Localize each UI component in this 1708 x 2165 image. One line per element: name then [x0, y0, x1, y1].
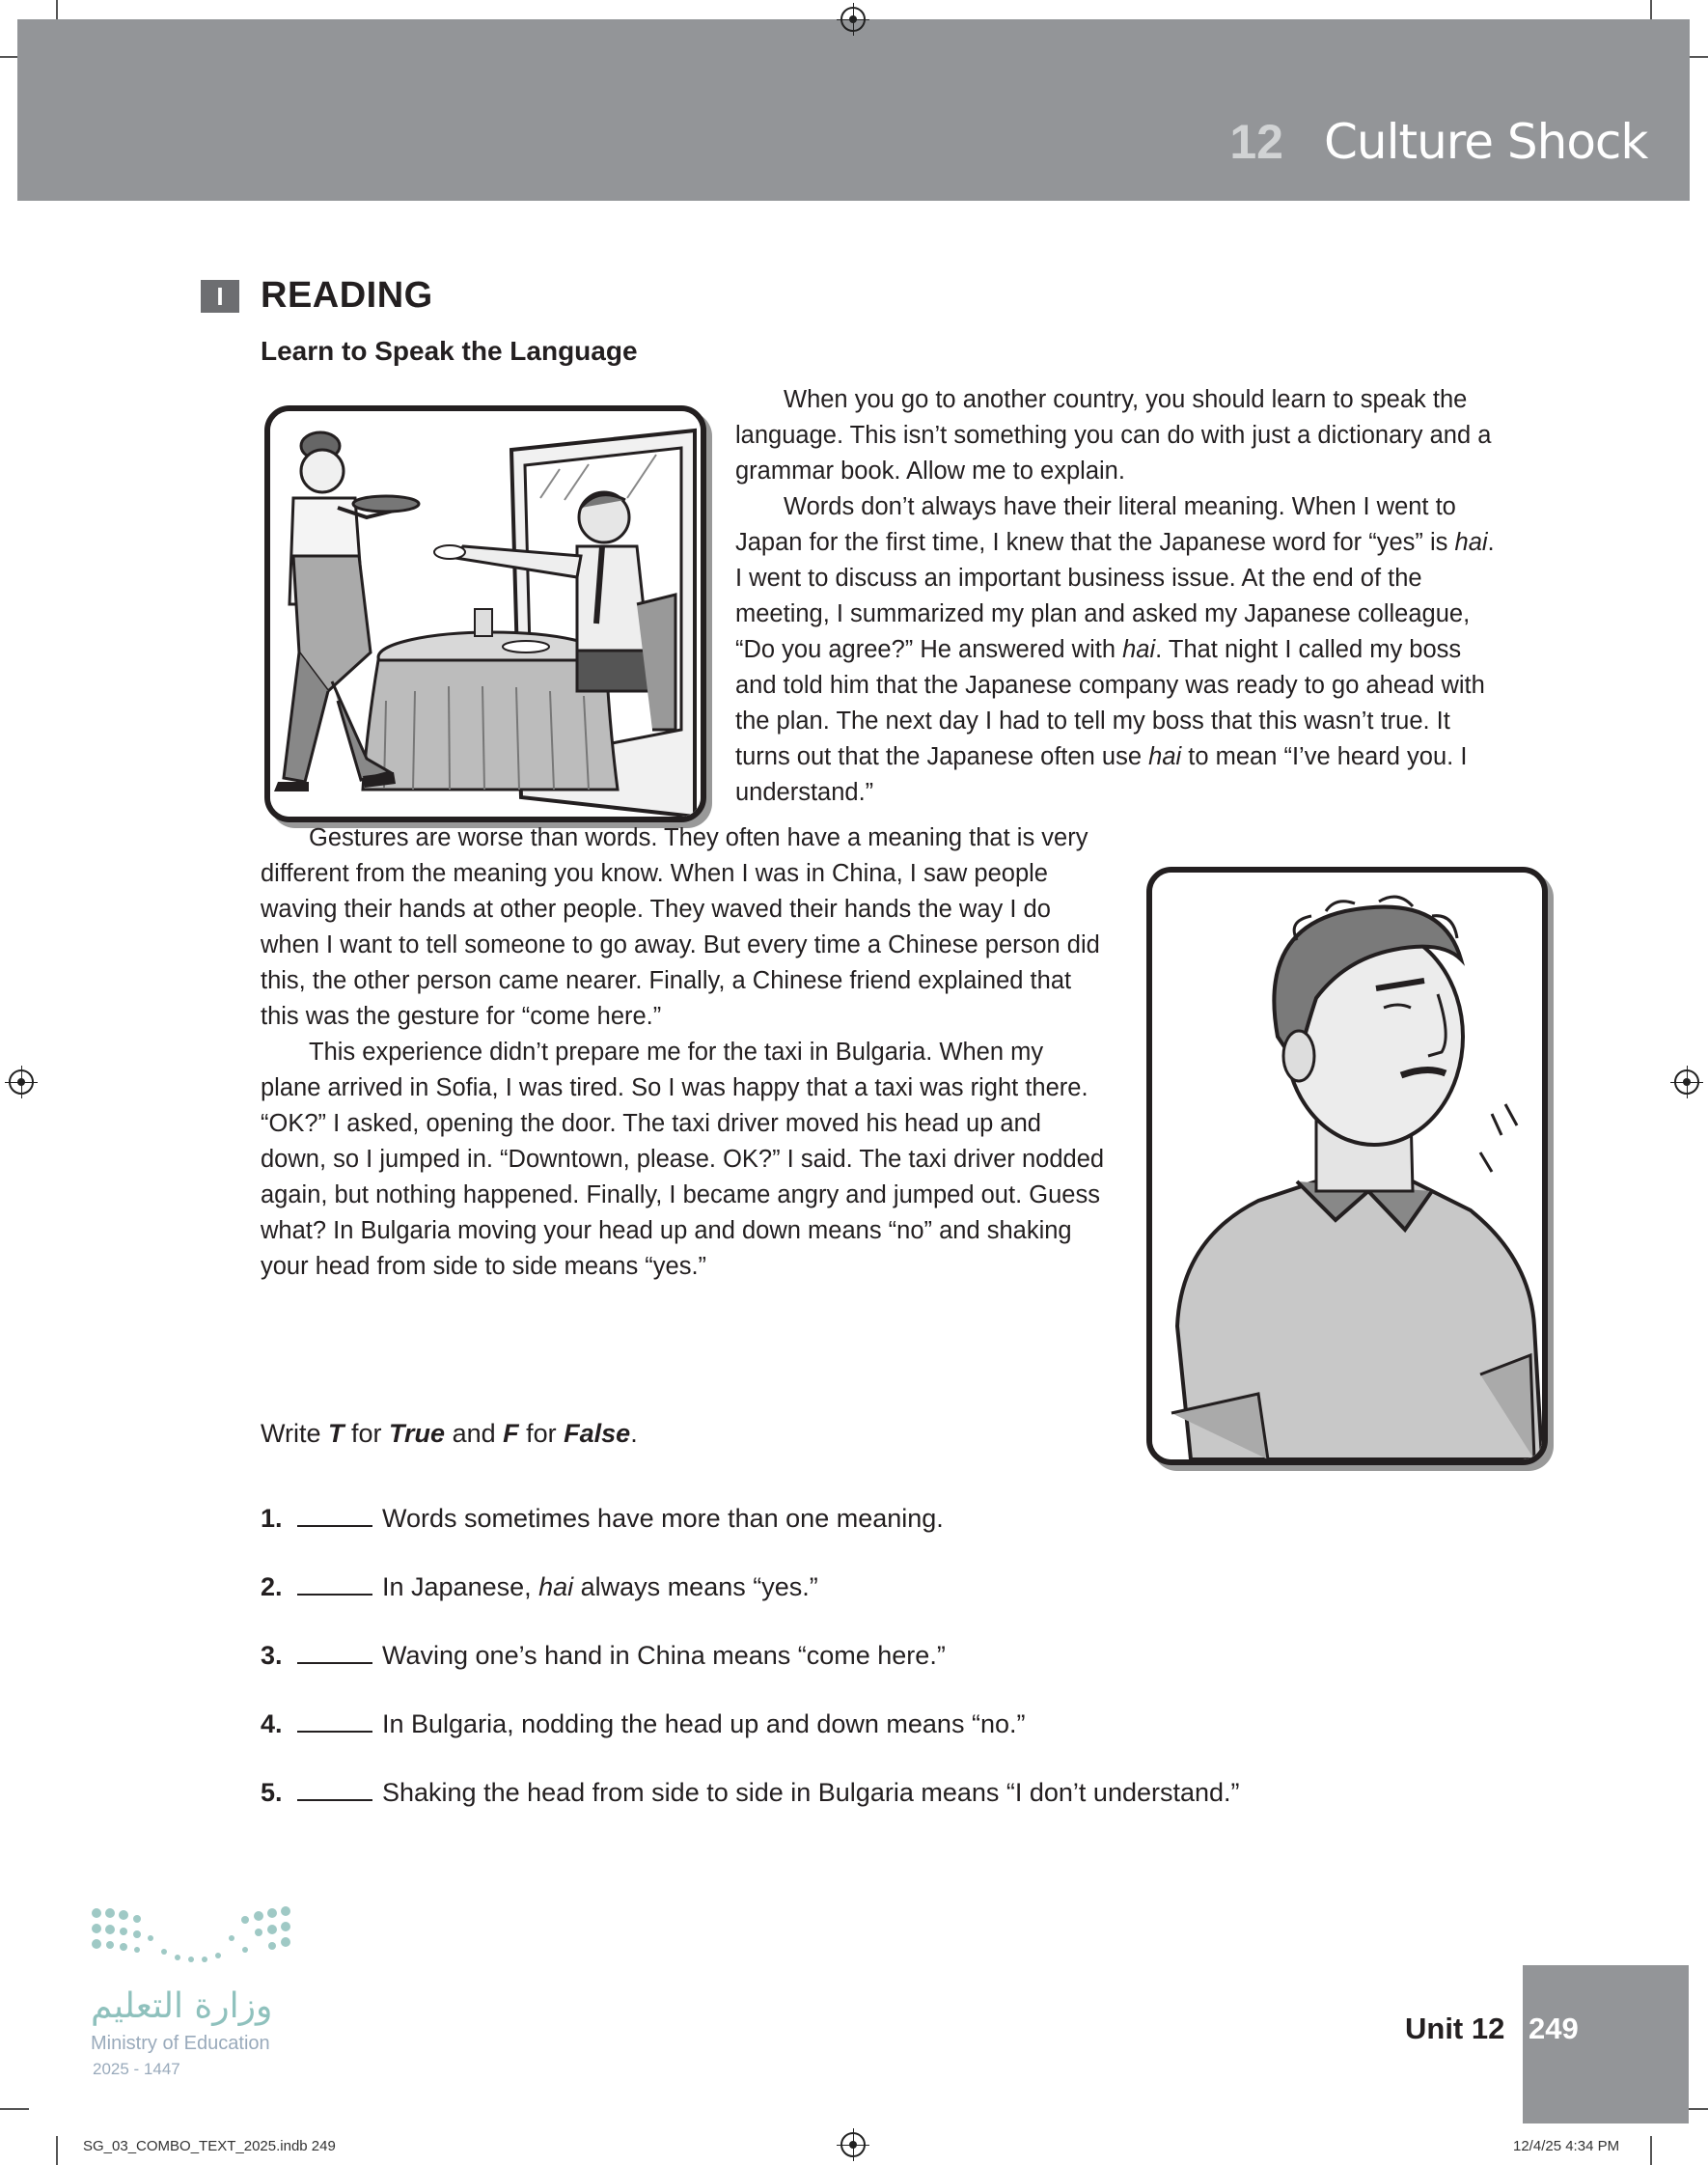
ministry-year: 2025 - 1447	[93, 2060, 180, 2078]
article-paragraph: This experience didn’t prepare me for the taxi in Bulgaria. When my plane arrived in Sofia, I was tired. So I was happy that a taxi was right there. “OK?” I asked, opening the door. The taxi driver moved his head up and down, so I jumped in. “Downtown, please. OK?” I said. The taxi driver nodded again, but nothing happened. Finally, I became angry and jumped out. Guess what? In Bulgaria moving your head up and down means “no” and shaking your head from side to side means “yes.”	[261, 1039, 1105, 1280]
answer-blank[interactable]	[297, 1525, 372, 1527]
answer-blank[interactable]	[297, 1662, 372, 1664]
unit-label: Unit 12	[1405, 2012, 1505, 2045]
question-item: 5. Shaking the head from side to side in Bulgaria means “I don’t understand.”	[261, 1778, 1240, 1807]
answer-blank[interactable]	[297, 1731, 372, 1733]
restaurant-illustration	[264, 405, 706, 822]
registration-mark-icon	[840, 7, 866, 32]
registration-mark-icon	[1674, 1069, 1699, 1095]
ministry-logo-dots-icon	[91, 1903, 291, 1977]
ministry-arabic-name: وزارة التعليم	[91, 1986, 273, 2026]
crop-mark	[56, 2136, 58, 2165]
chapter-title: Culture Shock	[1324, 114, 1648, 170]
reading-title: Learn to Speak the Language	[261, 336, 638, 366]
question-item: 1. Words sometimes have more than one meaning.	[261, 1504, 944, 1533]
exercise-instructions: Write T for True and F for False.	[261, 1419, 638, 1448]
chapter-number: 12	[1229, 115, 1283, 169]
section-number-box: I	[201, 280, 239, 313]
page-number: 249	[1529, 2012, 1579, 2045]
answer-blank[interactable]	[297, 1799, 372, 1801]
question-item: 3. Waving one’s hand in China means “come here.”	[261, 1641, 946, 1670]
crop-mark	[0, 2108, 29, 2110]
article-paragraph: Words don’t always have their literal meaning. When I went to Japan for the first time, I knew that the Japanese word for “yes” is hai. I went to discuss an important business issue. At the end of the meeting, I summarized my plan and asked my Japanese colleague, “Do you agree?” He answered with hai. That night I called my boss and told him that the Japanese company was ready to go ahead with the plan. The next day I had to tell my boss that this wasn’t true. It turns out that the Japanese often use hai to mean “I’ve heard you. I understand.”	[735, 493, 1495, 806]
article-paragraph: When you go to another country, you should learn to speak the language. This isn’t something you can do with just a dictionary and a grammar book. Allow me to explain.	[735, 386, 1492, 485]
print-slug-timestamp: 12/4/25 4:34 PM	[1513, 2138, 1620, 2154]
answer-blank[interactable]	[297, 1594, 372, 1596]
ministry-english-name: Ministry of Education	[91, 2033, 270, 2054]
crop-mark	[1650, 2136, 1652, 2165]
registration-mark-icon	[9, 1069, 34, 1095]
article-paragraph: Gestures are worse than words. They often have a meaning that is very different from the meaning you know. When I was in China, I saw people waving their hands at other people. They waved their hands the way I do when I want to tell someone to go away. But every time a Chinese person did this, the other person came nearer. Finally, a Chinese friend explained that this was the gesture for “come here.”	[261, 824, 1100, 1030]
article-paragraphs-top	[735, 382, 1496, 811]
question-item: 4. In Bulgaria, nodding the head up and down means “no.”	[261, 1709, 1026, 1738]
waiter-and-diner-drawing	[270, 411, 701, 817]
man-nodding-drawing	[1152, 873, 1542, 1459]
print-slug-filename: SG_03_COMBO_TEXT_2025.indb 249	[83, 2138, 336, 2154]
section-heading: READING	[261, 275, 433, 316]
question-item: 2. In Japanese, hai always means “yes.”	[261, 1572, 818, 1601]
registration-mark-icon	[840, 2132, 866, 2157]
article-paragraphs-bottom	[261, 820, 1110, 1285]
nodding-man-illustration	[1146, 867, 1548, 1465]
chapter-header-band	[17, 19, 1690, 201]
